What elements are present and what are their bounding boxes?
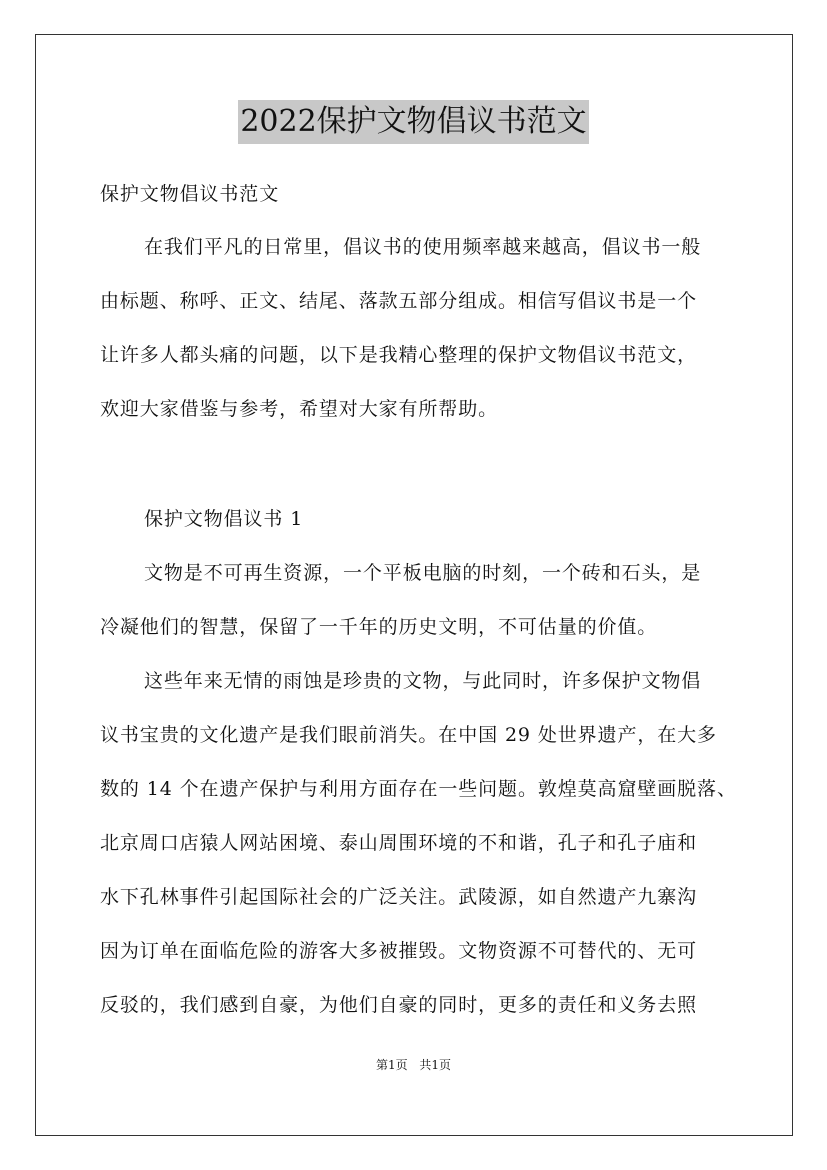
paragraph-line: 反驳的，我们感到自豪，为他们自豪的同时，更多的责任和义务去照: [100, 994, 698, 1016]
intro-line: 欢迎大家借鉴与参考，希望对大家有所帮助。: [100, 398, 499, 420]
intro-line: 让许多人都头痛的问题，以下是我精心整理的保护文物倡议书范文，: [100, 344, 698, 366]
paragraph-line: 文物是不可再生资源，一个平板电脑的时刻，一个砖和石头，是: [144, 562, 702, 584]
paragraph-line: 这些年来无情的雨蚀是珍贵的文物，与此同时，许多保护文物倡: [144, 670, 702, 692]
document-subtitle: 保护文物倡议书范文: [100, 183, 280, 205]
page-total: 共1页: [419, 1058, 452, 1072]
paragraph-line: 议书宝贵的文化遗产是我们眼前消失。在中国 29 处世界遗产，在大多: [100, 724, 717, 746]
document-title: 2022保护文物倡议书范文: [238, 100, 588, 144]
paragraph-line: 因为订单在面临危险的游客大多被摧毁。文物资源不可替代的、无可: [100, 940, 698, 962]
intro-line: 在我们平凡的日常里，倡议书的使用频率越来越高，倡议书一般: [144, 236, 702, 258]
page-number: 第1页: [375, 1058, 408, 1072]
section-heading: 保护文物倡议书 1: [144, 508, 304, 530]
title-container: [0, 100, 827, 144]
paragraph-line: 冷凝他们的智慧，保留了一千年的历史文明，不可估量的价值。: [100, 616, 658, 638]
paragraph-line: 水下孔林事件引起国际社会的广泛关注。武陵源，如自然遗产九寨沟: [100, 886, 698, 908]
paragraph-line: 北京周口店猿人网站困境、泰山周围环境的不和谐，孔子和孔子庙和: [100, 832, 698, 854]
paragraph-line: 数的 14 个在遗产保护与利用方面存在一些问题。敦煌莫高窟壁画脱落、: [100, 778, 737, 800]
intro-line: 由标题、称呼、正文、结尾、落款五部分组成。相信写倡议书是一个: [100, 290, 698, 312]
page-footer: [0, 1057, 827, 1073]
